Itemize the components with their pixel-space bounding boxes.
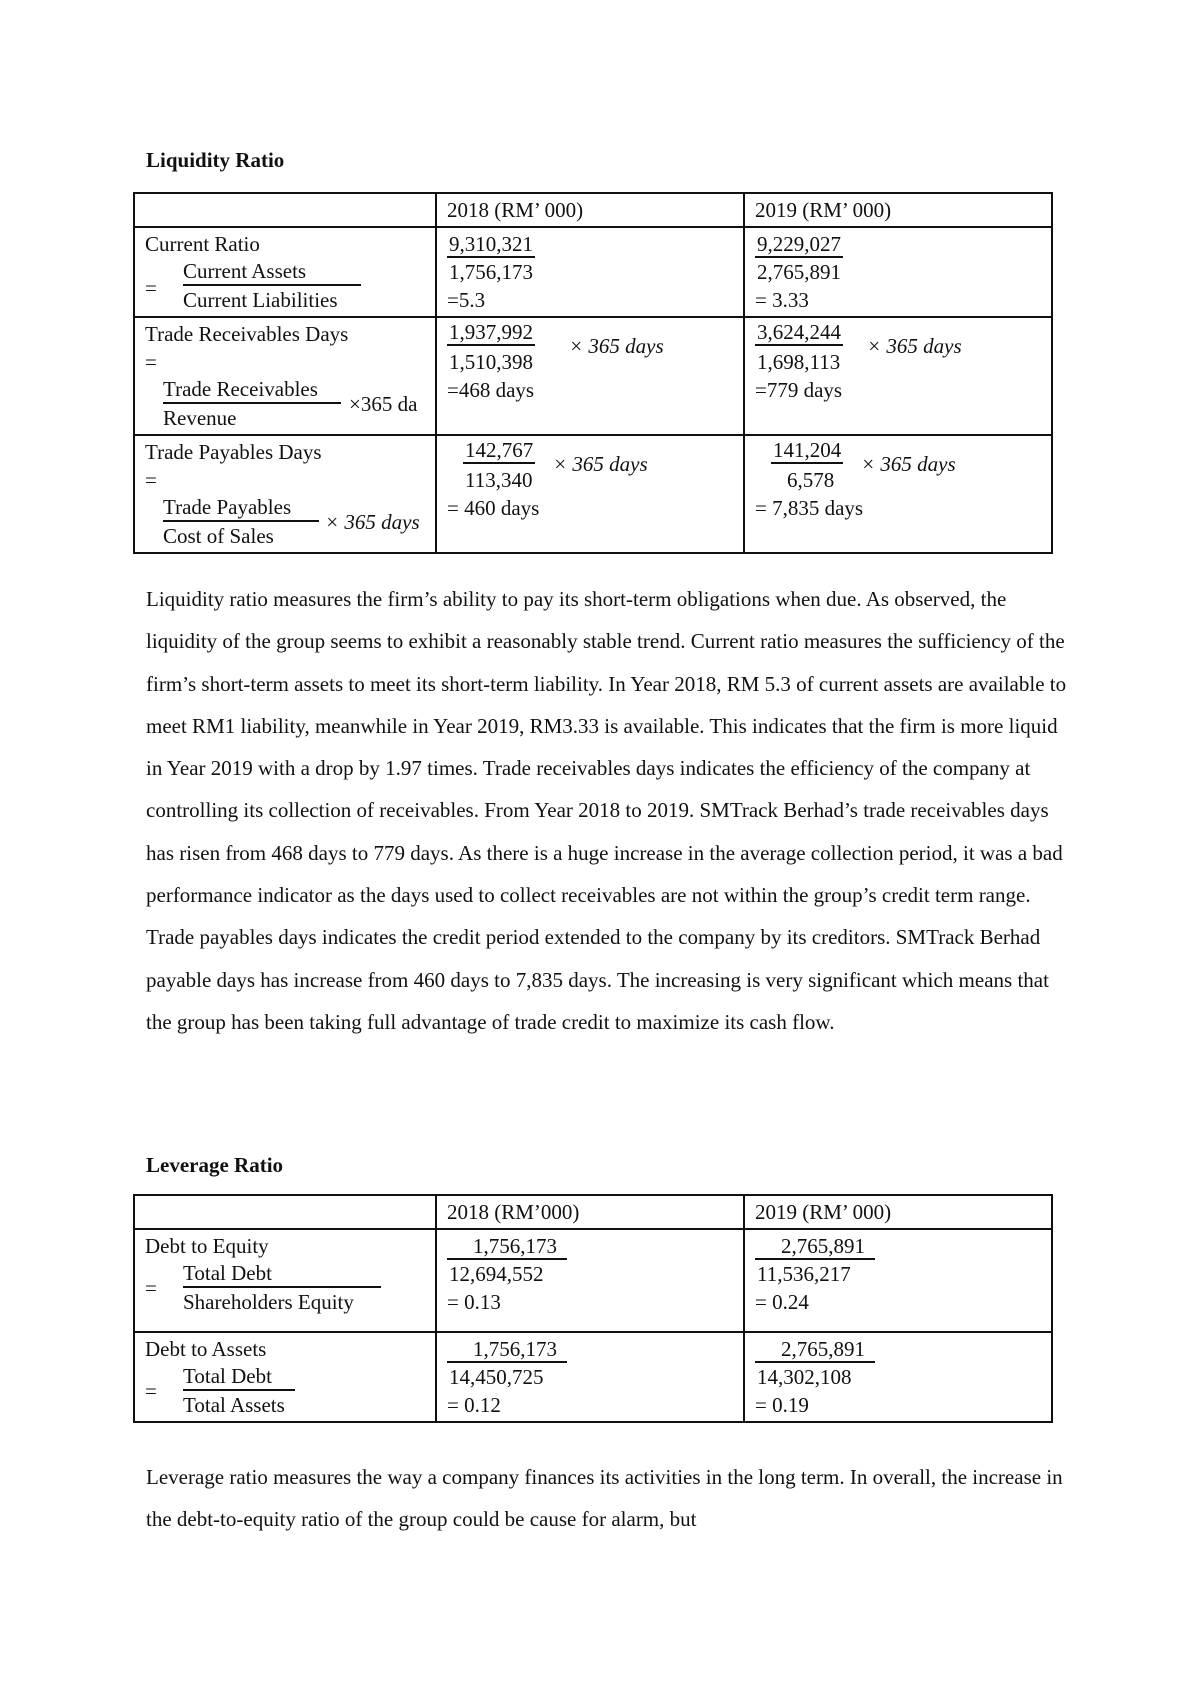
formula-multiplier: ×365 da bbox=[349, 392, 418, 416]
value-denominator: 1,510,398 bbox=[449, 350, 533, 374]
liquidity-heading: Liquidity Ratio bbox=[146, 148, 285, 172]
equals-sign: = bbox=[145, 1379, 157, 1403]
formula-denominator: Current Liabilities bbox=[183, 288, 338, 312]
payables-2018-cell bbox=[436, 435, 744, 553]
value-numerator: 2,765,891 bbox=[755, 1337, 875, 1363]
current-ratio-label-cell bbox=[134, 227, 436, 317]
header-2018: 2018 (RM’ 000) bbox=[436, 193, 744, 227]
value-denominator: 113,340 bbox=[465, 468, 533, 492]
value-denominator: 6,578 bbox=[787, 468, 835, 492]
value-result: = 0.24 bbox=[755, 1290, 809, 1314]
value-denominator: 1,756,173 bbox=[449, 260, 533, 284]
table-row bbox=[134, 227, 1052, 317]
formula-denominator: Revenue bbox=[163, 406, 237, 430]
debt-to-assets-2019-cell bbox=[744, 1332, 1052, 1422]
leverage-heading: Leverage Ratio bbox=[146, 1153, 284, 1177]
receivables-2018-cell bbox=[436, 317, 744, 435]
value-denominator: 2,765,891 bbox=[757, 260, 841, 284]
ratio-label: Current Ratio bbox=[145, 232, 260, 256]
value-result: = 0.12 bbox=[447, 1393, 501, 1417]
formula-numerator: Trade Payables bbox=[163, 494, 319, 522]
value-multiplier: × 365 days bbox=[569, 334, 664, 358]
debt-to-equity-label-cell bbox=[134, 1229, 436, 1332]
formula-denominator: Cost of Sales bbox=[163, 524, 274, 548]
value-multiplier: × 365 days bbox=[553, 452, 648, 476]
debt-to-assets-label-cell bbox=[134, 1332, 436, 1422]
value-result: =5.3 bbox=[447, 288, 486, 312]
value-denominator: 14,302,108 bbox=[757, 1365, 852, 1389]
header-empty-cell bbox=[134, 1195, 436, 1229]
value-result: = 3.33 bbox=[755, 288, 809, 312]
ratio-label: Trade Payables Days bbox=[145, 440, 322, 464]
receivables-2019-cell bbox=[744, 317, 1052, 435]
formula-numerator: Trade Receivables bbox=[163, 376, 341, 404]
value-multiplier: × 365 days bbox=[867, 334, 962, 358]
value-multiplier: × 365 days bbox=[861, 452, 956, 476]
value-numerator: 1,756,173 bbox=[447, 1337, 567, 1363]
receivables-label-cell bbox=[134, 317, 436, 435]
liquidity-table bbox=[133, 192, 1053, 554]
value-result: =779 days bbox=[755, 378, 843, 402]
table-row bbox=[134, 1332, 1052, 1422]
equals-sign: = bbox=[145, 276, 157, 300]
value-result: =468 days bbox=[447, 378, 535, 402]
value-numerator: 1,937,992 bbox=[449, 320, 533, 344]
formula-denominator: Total Assets bbox=[183, 1393, 285, 1417]
header-2018: 2018 (RM’000) bbox=[436, 1195, 744, 1229]
table-header-row bbox=[134, 1195, 1052, 1229]
header-2019: 2019 (RM’ 000) bbox=[744, 1195, 1052, 1229]
value-denominator: 14,450,725 bbox=[449, 1365, 544, 1389]
debt-to-equity-2019-cell bbox=[744, 1229, 1052, 1332]
value-result: = 7,835 days bbox=[755, 496, 864, 520]
formula-numerator: Total Debt bbox=[183, 1260, 381, 1288]
formula-denominator: Shareholders Equity bbox=[183, 1290, 354, 1314]
formula-numerator: Current Assets bbox=[183, 258, 361, 286]
header-empty-cell bbox=[134, 193, 436, 227]
value-numerator: 142,767 bbox=[465, 438, 534, 462]
equals-sign: = bbox=[145, 1276, 157, 1300]
value-numerator: 3,624,244 bbox=[757, 320, 841, 344]
table-row bbox=[134, 435, 1052, 553]
equals-sign: = bbox=[145, 350, 157, 374]
payables-label-cell bbox=[134, 435, 436, 553]
leverage-table bbox=[133, 1194, 1053, 1423]
header-2019: 2019 (RM’ 000) bbox=[744, 193, 1052, 227]
debt-to-assets-2018-cell bbox=[436, 1332, 744, 1422]
equals-sign: = bbox=[145, 468, 157, 492]
table-row bbox=[134, 1229, 1052, 1332]
value-result: = 460 days bbox=[447, 496, 540, 520]
value-denominator: 12,694,552 bbox=[449, 1262, 544, 1286]
ratio-label: Debt to Assets bbox=[145, 1337, 267, 1361]
current-ratio-2018-cell bbox=[436, 227, 744, 317]
table-header-row bbox=[134, 193, 1052, 227]
value-result: = 0.19 bbox=[755, 1393, 809, 1417]
value-numerator: 9,229,027 bbox=[757, 232, 841, 256]
debt-to-equity-2018-cell bbox=[436, 1229, 744, 1332]
current-ratio-2019-cell bbox=[744, 227, 1052, 317]
value-numerator: 9,310,321 bbox=[449, 232, 533, 256]
payables-2019-cell bbox=[744, 435, 1052, 553]
formula-numerator: Total Debt bbox=[183, 1363, 295, 1391]
value-denominator: 1,698,113 bbox=[757, 350, 841, 374]
value-numerator: 2,765,891 bbox=[755, 1234, 875, 1260]
leverage-paragraph: Leverage ratio measures the way a company finances its activities in the long term. In overall, the increase in the debt-to-equity ratio of the group could be cause for alarm, but bbox=[146, 1465, 1063, 1532]
ratio-label: Debt to Equity bbox=[145, 1234, 269, 1258]
table-row bbox=[134, 317, 1052, 435]
value-denominator: 11,536,217 bbox=[757, 1262, 851, 1286]
value-numerator: 141,204 bbox=[773, 438, 842, 462]
value-numerator: 1,756,173 bbox=[447, 1234, 567, 1260]
formula-multiplier: × 365 days bbox=[325, 510, 420, 534]
liquidity-paragraph: Liquidity ratio measures the firm’s ability to pay its short-term obligations when due. As observed, the liquidity of the group seems to exhibit a reasonably stable trend. Current ratio measures the sufficiency of the firm’s short-term assets to meet its short-term liability. In Year 2018, RM 5.3 of current assets are available to meet RM1 liability, meanwhile in Year 2019, RM3.33 is available. This indicates that the firm is more liquid in Year 2019 with a drop by 1.97 times. Trade receivables days indicates the efficiency of the company at controlling its collection of receivables. From Year 2018 to 2019. SMTrack Berhad’s trade receivables days has risen from 468 days to 779 days. As there is a huge increase in the average collection period, it was a bad performance indicator as the days used to collect receivables are not within the group’s credit term range. Trade payables days indicates the credit period extended to the company by its creditors. SMTrack Berhad payable days has increase from 460 days to 7,835 days. The increasing is very significant which means that the group has been taking full advantage of trade credit to maximize its cash flow. bbox=[146, 587, 1067, 1034]
value-result: = 0.13 bbox=[447, 1290, 501, 1314]
ratio-label: Trade Receivables Days bbox=[145, 322, 349, 346]
